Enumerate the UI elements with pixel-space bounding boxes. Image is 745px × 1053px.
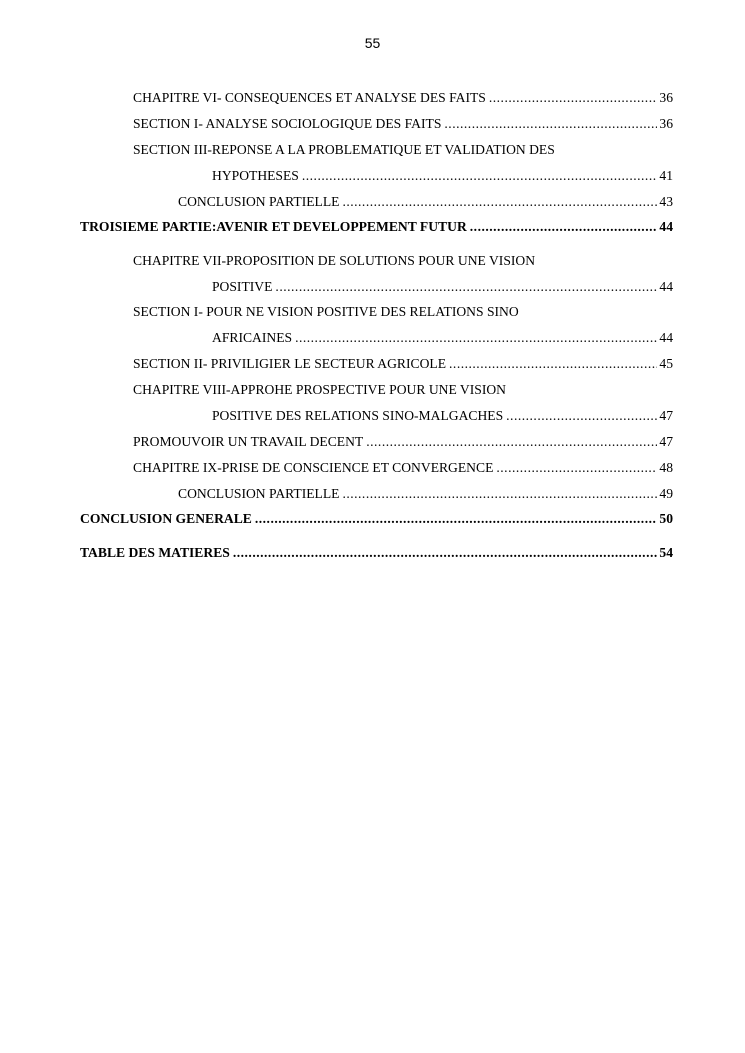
dot-leader — [470, 218, 658, 236]
toc-entry-part[interactable] — [80, 510, 673, 528]
toc-entry-title-line1[interactable]: CHAPITRE VII-PROPOSITION DE SOLUTIONS POUR UNE VISION — [133, 253, 536, 268]
toc-entry-title: PROMOUVOIR UN TRAVAIL DECENT — [133, 434, 364, 449]
toc-entry-title: CONCLUSION PARTIELLE — [178, 486, 340, 501]
toc-entry[interactable] — [212, 278, 673, 296]
toc-entry[interactable] — [178, 485, 673, 503]
toc-entry-title: POSITIVE — [212, 279, 273, 294]
toc-entry-title: TROISIEME PARTIE:AVENIR ET DEVELOPPEMENT FUTUR — [80, 219, 467, 234]
toc-entry-title: SECTION I- ANALYSE SOCIOLOGIQUE DES FAITS — [133, 116, 442, 131]
toc-entry-page: 47 — [659, 434, 673, 449]
toc-entry-page: 50 — [659, 511, 673, 526]
toc-entry[interactable] — [133, 459, 673, 477]
dot-leader — [496, 459, 657, 477]
dot-leader — [506, 407, 657, 425]
toc-entry-title: CONCLUSION GENERALE — [80, 511, 252, 526]
toc-entry-page: 44 — [659, 279, 673, 294]
toc-entry[interactable] — [133, 355, 673, 373]
toc-entry-page: 44 — [659, 219, 673, 234]
toc-entry-page: 54 — [659, 545, 673, 560]
toc-entry-page: 48 — [659, 460, 673, 475]
dot-leader — [275, 278, 657, 296]
toc-entry-page: 36 — [659, 116, 673, 131]
toc-entry[interactable] — [178, 193, 673, 211]
toc-entry[interactable] — [212, 407, 673, 425]
toc-entry-title-line1[interactable]: SECTION III-REPONSE A LA PROBLEMATIQUE ET VALIDATION DES — [133, 142, 555, 157]
dot-leader — [302, 167, 658, 185]
dot-leader — [444, 115, 657, 133]
toc-entry-title: SECTION II- PRIVILIGIER LE SECTEUR AGRICOLE — [133, 356, 447, 371]
toc-entry-title: POSITIVE DES RELATIONS SINO-MALGACHES — [212, 408, 504, 423]
dot-leader — [233, 544, 658, 562]
toc-entry-part[interactable] — [80, 544, 673, 562]
dot-leader — [342, 193, 657, 211]
toc-entry-title: CONCLUSION PARTIELLE — [178, 194, 340, 209]
toc-entry-title-line1[interactable]: SECTION I- POUR NE VISION POSITIVE DES RELATIONS SINO — [133, 304, 519, 319]
toc-entry-title: AFRICAINES — [212, 330, 293, 345]
toc-entry-page: 47 — [659, 408, 673, 423]
toc-entry[interactable] — [212, 167, 673, 185]
toc-entry[interactable] — [133, 115, 673, 133]
toc-entry-page: 43 — [659, 194, 673, 209]
toc-entry-part[interactable] — [80, 218, 673, 236]
toc-entry-page: 41 — [659, 168, 673, 183]
toc-entry-title: HYPOTHESES — [212, 168, 299, 183]
dot-leader — [366, 433, 657, 451]
dot-leader — [449, 355, 657, 373]
page-number: 55 — [364, 35, 381, 51]
toc-entry-page: 36 — [659, 90, 673, 105]
toc-entry[interactable] — [133, 89, 673, 107]
toc-entry-page: 45 — [659, 356, 673, 371]
toc-entry-page: 49 — [659, 486, 673, 501]
toc-entry-title: CHAPITRE VI- CONSEQUENCES ET ANALYSE DES FAITS — [133, 90, 486, 105]
toc-entry-title: CHAPITRE IX-PRISE DE CONSCIENCE ET CONVERGENCE — [133, 460, 494, 475]
dot-leader — [255, 510, 658, 528]
toc-entry-page: 44 — [659, 330, 673, 345]
toc-entry-title-line1[interactable]: CHAPITRE VIII-APPROHE PROSPECTIVE POUR UNE VISION — [133, 382, 506, 397]
dot-leader — [342, 485, 657, 503]
toc-entry[interactable] — [133, 433, 673, 451]
toc-entry[interactable] — [212, 329, 673, 347]
dot-leader — [489, 89, 658, 107]
toc-entry-title: TABLE DES MATIERES — [80, 545, 230, 560]
dot-leader — [295, 329, 657, 347]
